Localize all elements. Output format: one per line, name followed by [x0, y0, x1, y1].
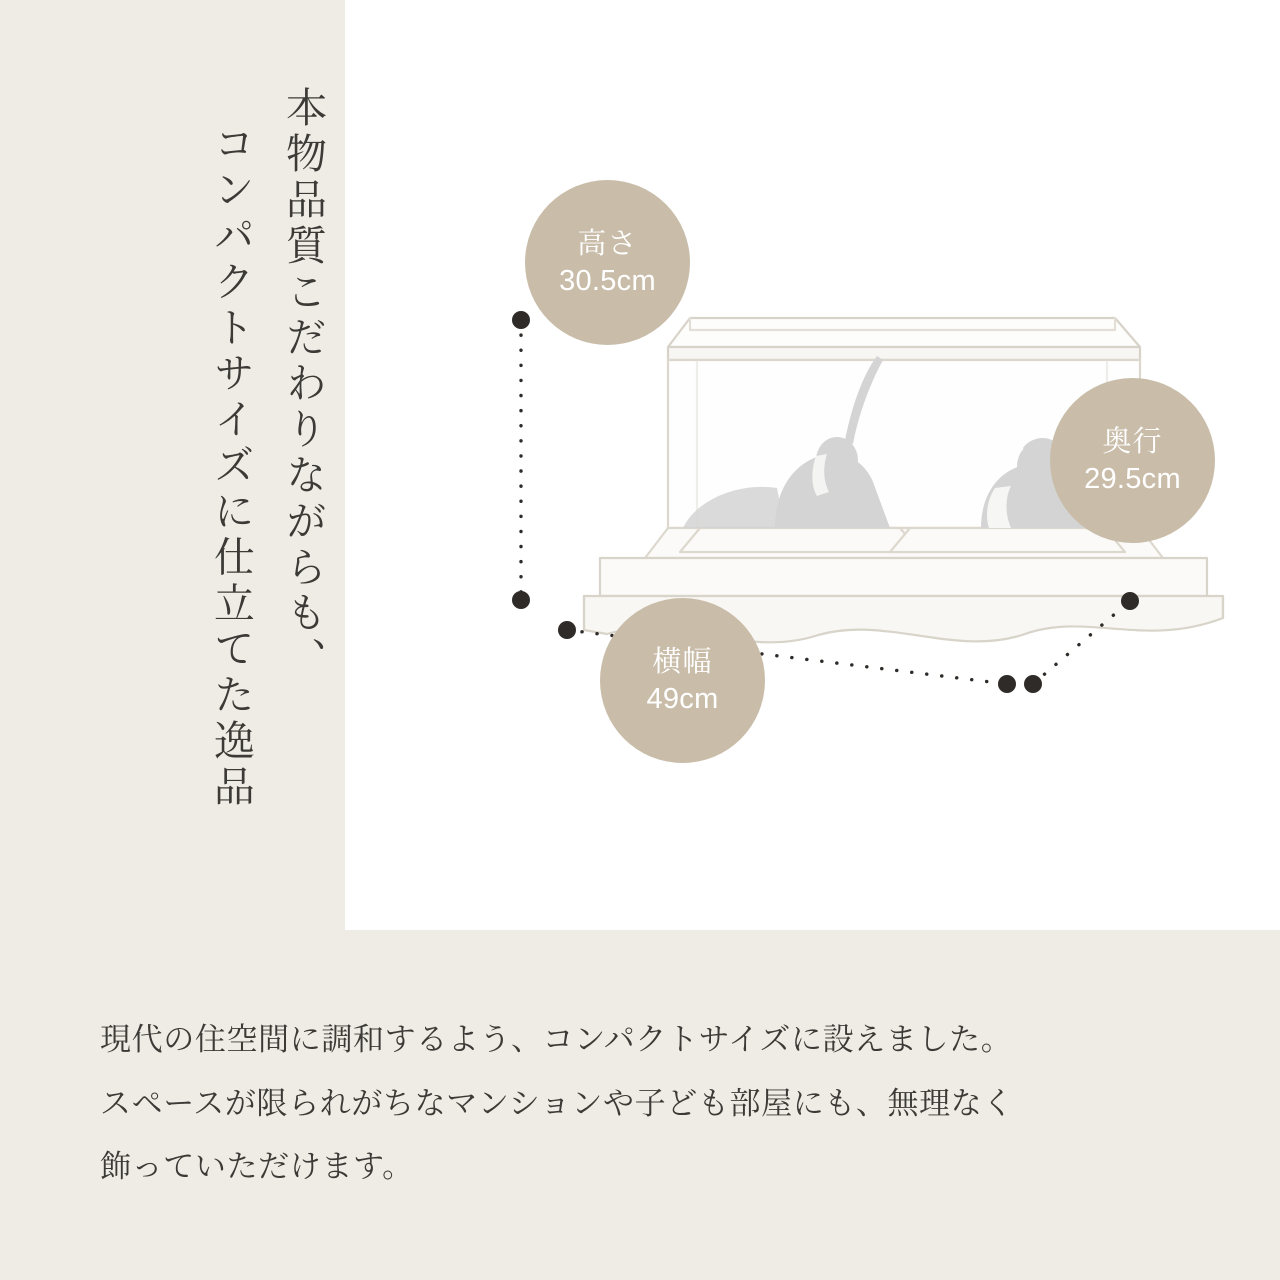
product-illustration [345, 0, 1280, 930]
dimension-label-depth: 奥行 [1102, 426, 1163, 459]
page-title [60, 60, 330, 930]
dimension-bubble-width [600, 598, 765, 763]
dimension-bubble-height [525, 180, 690, 345]
dimension-label-height: 高さ [577, 228, 638, 261]
dimension-bubble-depth [1050, 378, 1215, 543]
page-title-line-2: コンパクトサイズに仕立てた逸品 [207, 122, 254, 811]
dimension-value-depth: 29.5cm [1084, 462, 1181, 495]
dimension-label-width: 横幅 [652, 646, 713, 679]
description-line-3: 飾っていただけます。 [100, 1149, 414, 1185]
dimension-value-width: 49cm [646, 682, 719, 715]
page-title-line-1: 本物品質こだわりながらも、 [280, 86, 326, 683]
description-text [100, 1008, 1190, 1199]
description-line-2: スペースが限られがちなマンションや子ども部屋にも、無理なく [100, 1085, 1015, 1121]
description-line-1: 現代の住空間に調和するよう、コンパクトサイズに設えました。 [100, 1022, 1013, 1057]
dimension-value-height: 30.5cm [559, 264, 656, 297]
